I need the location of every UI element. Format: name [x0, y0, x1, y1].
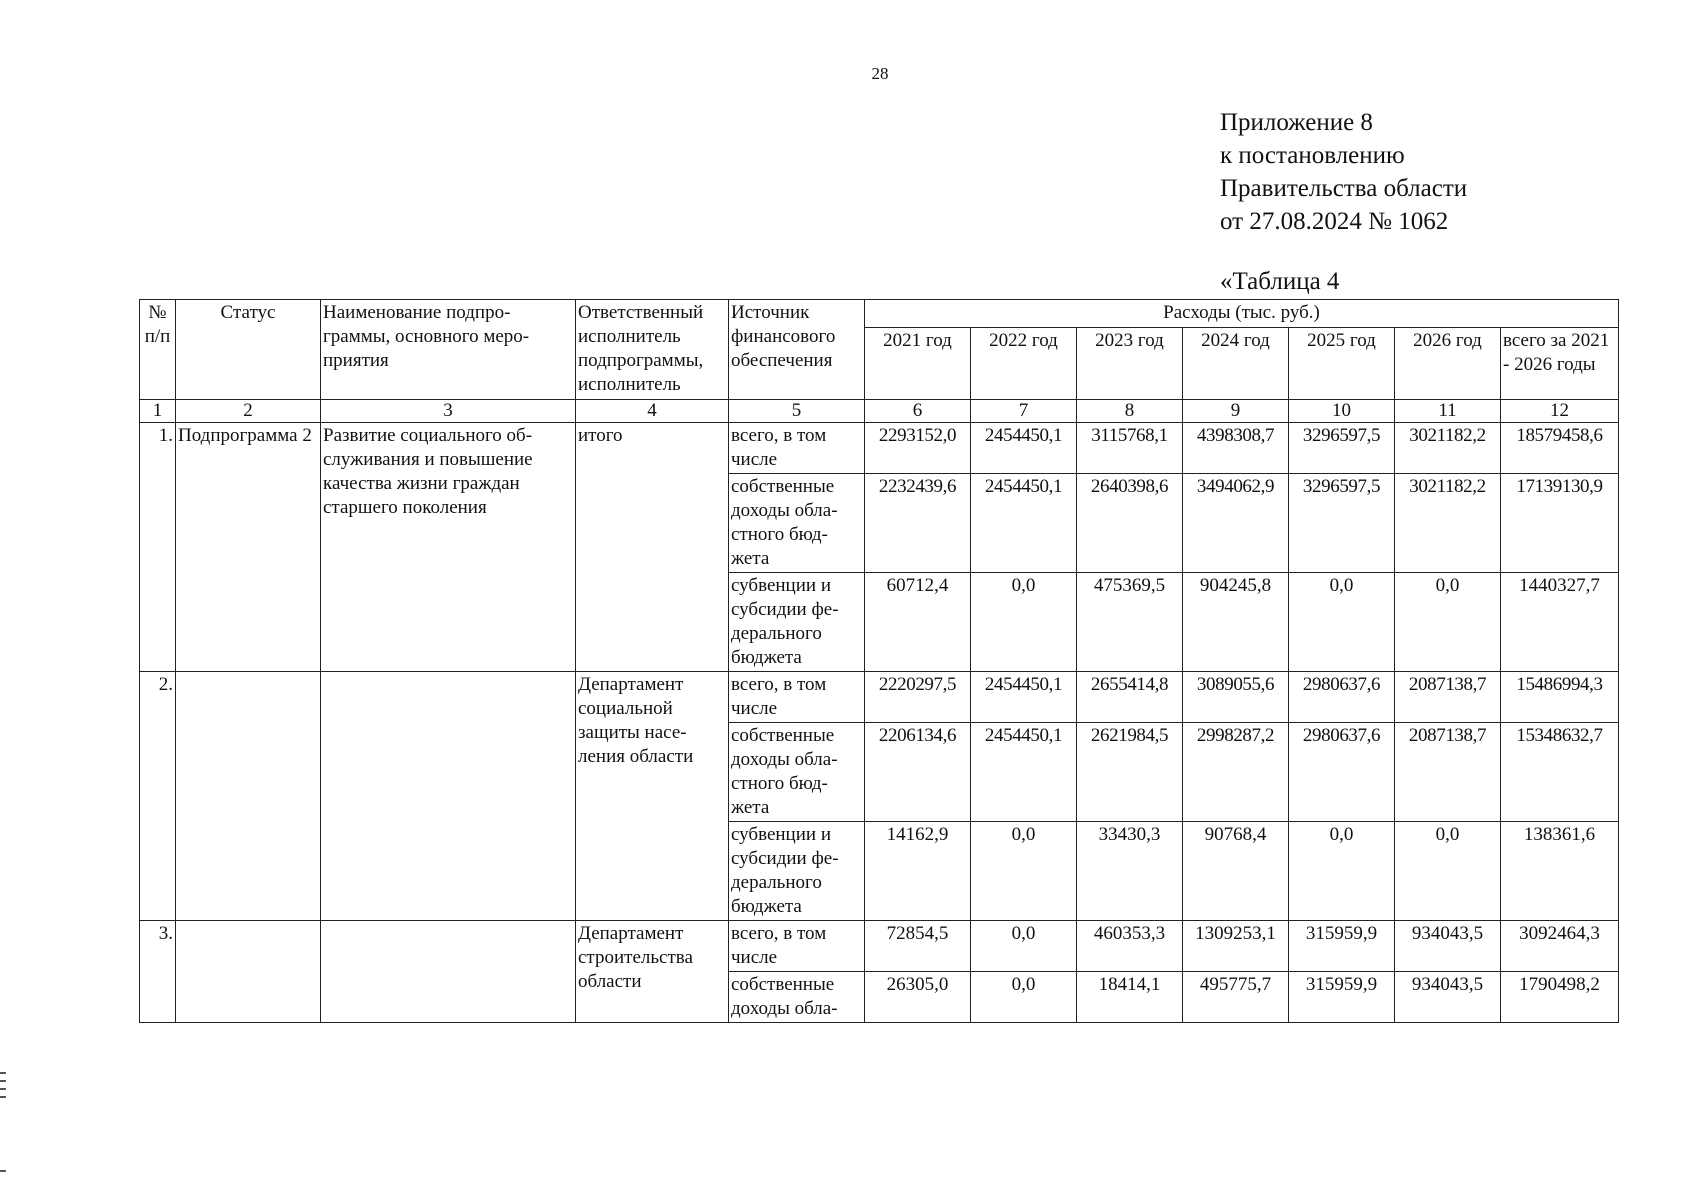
value-cell: 1790498,2: [1501, 972, 1619, 1023]
row-source: всего, в том числе: [729, 921, 865, 972]
appendix-line-4: от 27.08.2024 № 1062: [1220, 208, 1449, 235]
value-cell: 2980637,6: [1289, 672, 1395, 723]
row-source: субвенции и субсидии фе-дерального бюджета: [729, 822, 865, 921]
table-row: [140, 921, 1619, 972]
column-index-row: [140, 400, 1619, 423]
value-cell: 3021182,2: [1395, 474, 1501, 573]
appendix-line-1: Приложение 8: [1220, 109, 1373, 136]
value-cell: 2655414,8: [1077, 672, 1183, 723]
header-row: [140, 300, 1619, 328]
value-cell: 2454450,1: [971, 723, 1077, 822]
col-index: 12: [1501, 400, 1619, 423]
value-cell: 0,0: [971, 972, 1077, 1023]
value-cell: 15486994,3: [1501, 672, 1619, 723]
row-source: собственные доходы обла-: [729, 972, 865, 1023]
row-number: 2.: [140, 672, 176, 921]
value-cell: 60712,4: [865, 573, 971, 672]
row-source: собственные доходы обла-стного бюд-жета: [729, 474, 865, 573]
value-cell: 2454450,1: [971, 474, 1077, 573]
row-name: [321, 921, 576, 1023]
value-cell: 0,0: [1395, 822, 1501, 921]
col-index: 11: [1395, 400, 1501, 423]
row-number: 1.: [140, 423, 176, 672]
col-index: 4: [576, 400, 729, 423]
row-name: Развитие социального об-служивания и повышение качества жизни граждан старшего поколения: [321, 423, 576, 672]
appendix-line-2: к постановлению: [1220, 142, 1405, 169]
header-expenses: Расходы (тыс. руб.): [865, 300, 1619, 328]
value-cell: 2206134,6: [865, 723, 971, 822]
value-cell: 3089055,6: [1183, 672, 1289, 723]
scan-mark: [0, 1170, 6, 1172]
value-cell: 17139130,9: [1501, 474, 1619, 573]
row-status: [176, 672, 321, 921]
value-cell: 460353,3: [1077, 921, 1183, 972]
value-cell: 3021182,2: [1395, 423, 1501, 474]
value-cell: 72854,5: [865, 921, 971, 972]
value-cell: 2087138,7: [1395, 672, 1501, 723]
value-cell: 495775,7: [1183, 972, 1289, 1023]
value-cell: 2087138,7: [1395, 723, 1501, 822]
value-cell: 2220297,5: [865, 672, 971, 723]
value-cell: 0,0: [971, 921, 1077, 972]
value-cell: 934043,5: [1395, 972, 1501, 1023]
value-cell: 3296597,5: [1289, 474, 1395, 573]
value-cell: 2998287,2: [1183, 723, 1289, 822]
value-cell: 2454450,1: [971, 423, 1077, 474]
row-source: собственные доходы обла-стного бюд-жета: [729, 723, 865, 822]
value-cell: 0,0: [1395, 573, 1501, 672]
value-cell: 18579458,6: [1501, 423, 1619, 474]
page-number: 28: [871, 64, 889, 83]
value-cell: 3494062,9: [1183, 474, 1289, 573]
value-cell: 934043,5: [1395, 921, 1501, 972]
header-executor: Ответственный исполнитель подпрограммы, исполнитель: [576, 300, 729, 400]
value-cell: 0,0: [1289, 822, 1395, 921]
value-cell: 1309253,1: [1183, 921, 1289, 972]
value-cell: 2980637,6: [1289, 723, 1395, 822]
col-index: 9: [1183, 400, 1289, 423]
budget-table: [139, 299, 1619, 1023]
row-source: субвенции и субсидии фе-дерального бюджета: [729, 573, 865, 672]
appendix-block: [1220, 106, 1467, 238]
value-cell: 0,0: [971, 822, 1077, 921]
value-cell: 315959,9: [1289, 921, 1395, 972]
value-cell: 138361,6: [1501, 822, 1619, 921]
col-index: 8: [1077, 400, 1183, 423]
value-cell: 15348632,7: [1501, 723, 1619, 822]
header-year-2022: 2022 год: [971, 328, 1077, 400]
col-index: 3: [321, 400, 576, 423]
col-index: 2: [176, 400, 321, 423]
header-year-2026: 2026 год: [1395, 328, 1501, 400]
header-year-2021: 2021 год: [865, 328, 971, 400]
header-year-2025: 2025 год: [1289, 328, 1395, 400]
row-name: [321, 672, 576, 921]
header-total: всего за 2021 - 2026 годы: [1501, 328, 1619, 400]
scan-mark: [0, 1072, 6, 1074]
row-executor: Департамент строительства области: [576, 921, 729, 1023]
table-row: [140, 423, 1619, 474]
row-source: всего, в том числе: [729, 423, 865, 474]
row-executor: итого: [576, 423, 729, 672]
header-num: № п/п: [140, 300, 176, 400]
value-cell: 475369,5: [1077, 573, 1183, 672]
value-cell: 904245,8: [1183, 573, 1289, 672]
header-year-2024: 2024 год: [1183, 328, 1289, 400]
value-cell: 18414,1: [1077, 972, 1183, 1023]
header-name: Наименование подпро-граммы, основного меро-приятия: [321, 300, 576, 400]
value-cell: 2621984,5: [1077, 723, 1183, 822]
value-cell: 90768,4: [1183, 822, 1289, 921]
value-cell: 315959,9: [1289, 972, 1395, 1023]
value-cell: 3092464,3: [1501, 921, 1619, 972]
value-cell: 3115768,1: [1077, 423, 1183, 474]
value-cell: 2454450,1: [971, 672, 1077, 723]
value-cell: 33430,3: [1077, 822, 1183, 921]
row-status: Подпрограмма 2: [176, 423, 321, 672]
col-index: 7: [971, 400, 1077, 423]
value-cell: 3296597,5: [1289, 423, 1395, 474]
scan-mark: [0, 1080, 6, 1082]
header-year-2023: 2023 год: [1077, 328, 1183, 400]
value-cell: 0,0: [971, 573, 1077, 672]
value-cell: 26305,0: [865, 972, 971, 1023]
col-index: 1: [140, 400, 176, 423]
value-cell: 1440327,7: [1501, 573, 1619, 672]
value-cell: 2293152,0: [865, 423, 971, 474]
scan-mark: [0, 1096, 6, 1098]
col-index: 6: [865, 400, 971, 423]
appendix-line-3: Правительства области: [1220, 175, 1468, 202]
table-caption: «Таблица 4: [1220, 268, 1340, 295]
col-index: 5: [729, 400, 865, 423]
value-cell: 14162,9: [865, 822, 971, 921]
value-cell: 2232439,6: [865, 474, 971, 573]
header-status: Статус: [176, 300, 321, 400]
value-cell: 4398308,7: [1183, 423, 1289, 474]
value-cell: 2640398,6: [1077, 474, 1183, 573]
value-cell: 0,0: [1289, 573, 1395, 672]
table-row: [140, 672, 1619, 723]
row-status: [176, 921, 321, 1023]
col-index: 10: [1289, 400, 1395, 423]
row-executor: Департамент социальной защиты насе-ления области: [576, 672, 729, 921]
scan-mark: [0, 1088, 6, 1090]
row-number: 3.: [140, 921, 176, 1023]
header-source: Источник финансового обеспечения: [729, 300, 865, 400]
row-source: всего, в том числе: [729, 672, 865, 723]
